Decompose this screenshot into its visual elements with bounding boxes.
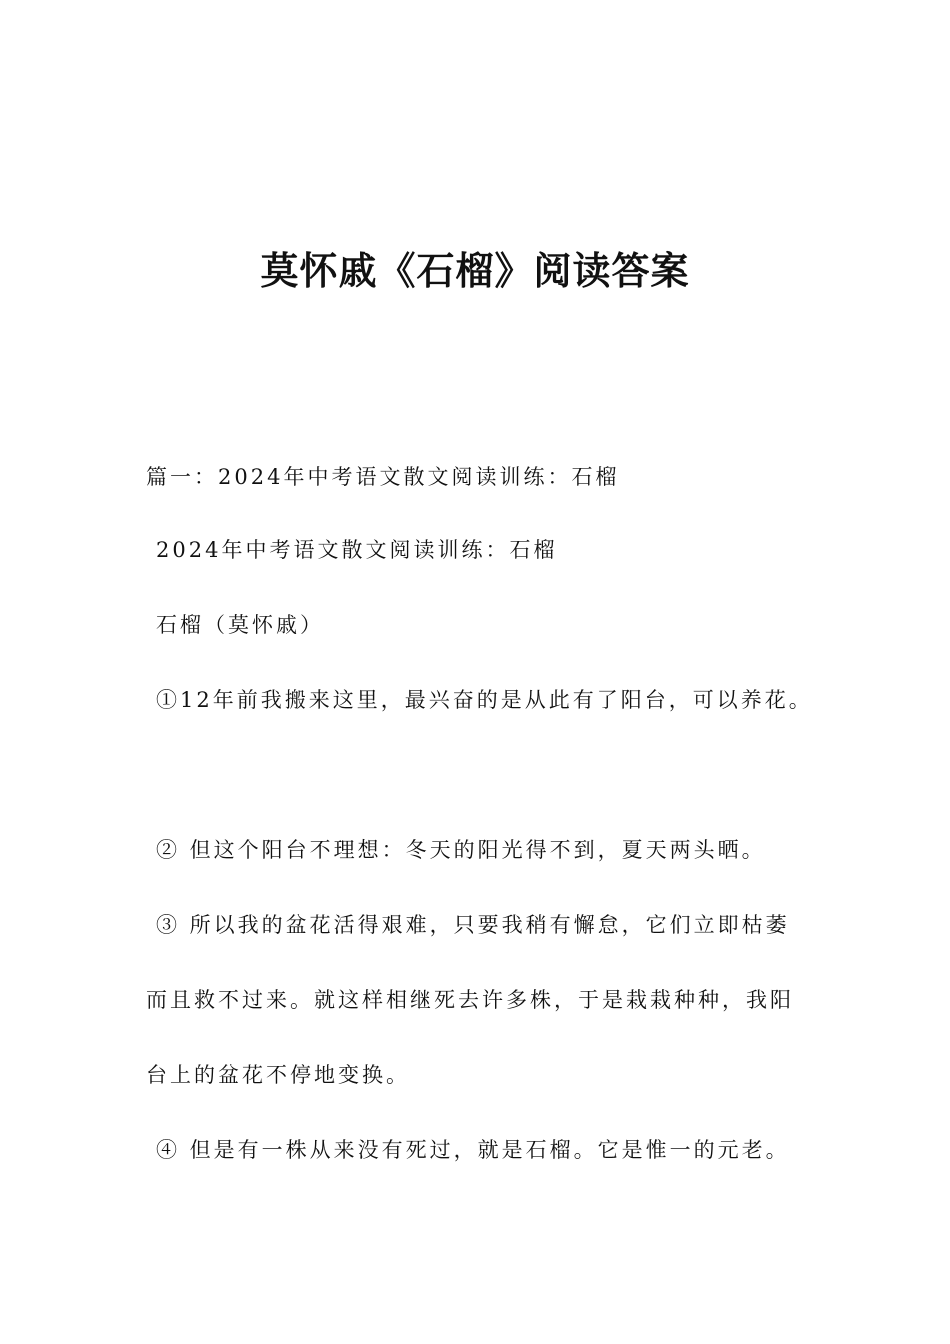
section-heading: 篇一：2024年中考语文散文阅读训练：石榴 bbox=[146, 465, 620, 489]
paragraph-3-line-3: 台上的盆花不停地变换。 bbox=[146, 1063, 410, 1087]
paragraph-1: ①12年前我搬来这里，最兴奋的是从此有了阳台，可以养花。 bbox=[156, 688, 813, 712]
paragraph-3-line-1: ③ 所以我的盆花活得艰难，只要我稍有懈怠，它们立即枯萎 bbox=[156, 913, 790, 937]
article-subtitle: 2024年中考语文散文阅读训练：石榴 bbox=[156, 538, 558, 562]
document-title: 莫怀戚《石榴》阅读答案 bbox=[260, 249, 690, 294]
paragraph-4: ④ 但是有一株从来没有死过，就是石榴。它是惟一的元老。 bbox=[156, 1138, 790, 1162]
paragraph-3-line-2: 而且救不过来。就这样相继死去许多株，于是栽栽种种，我阳 bbox=[146, 988, 794, 1012]
article-author-line: 石榴（莫怀戚） bbox=[156, 613, 324, 637]
paragraph-2: ② 但这个阳台不理想：冬天的阳光得不到，夏天两头晒。 bbox=[156, 838, 766, 862]
